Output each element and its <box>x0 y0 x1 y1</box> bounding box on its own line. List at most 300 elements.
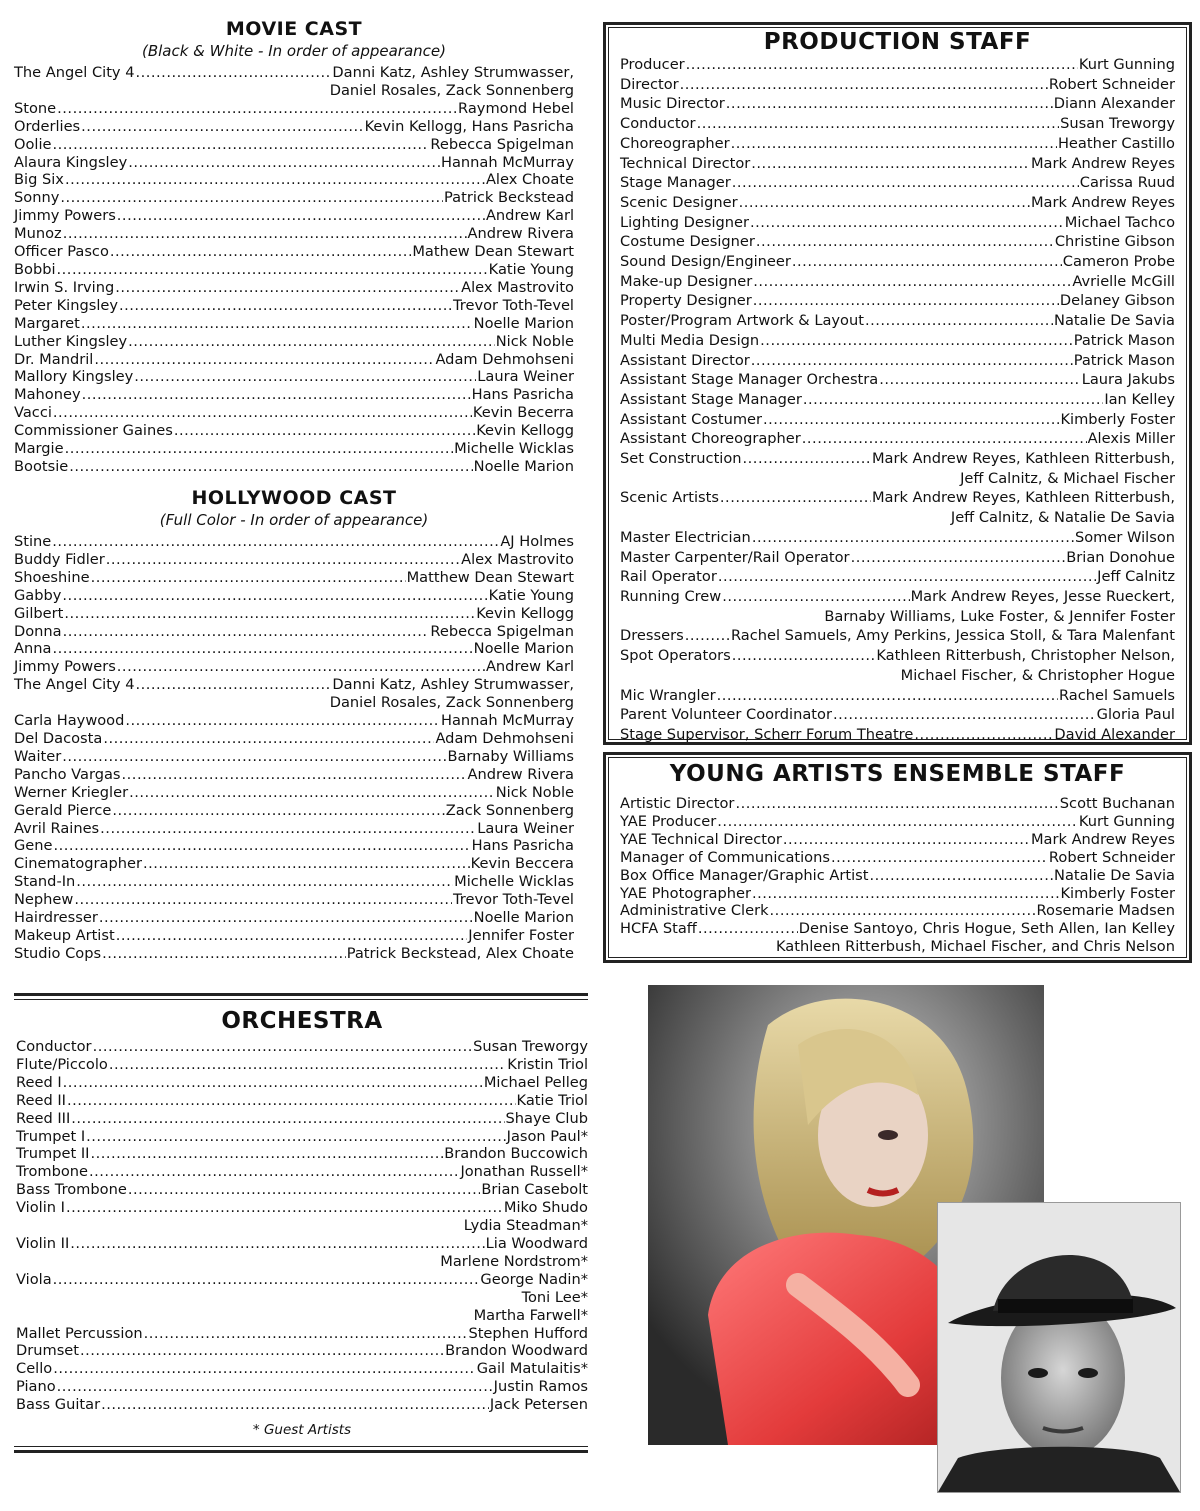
person-name-continued: Kathleen Ritterbush, Michael Fischer, and Chris Nelson <box>775 938 1175 956</box>
list-item <box>14 458 574 476</box>
list-item <box>14 440 574 458</box>
list-item <box>620 410 1175 430</box>
leader-dots <box>82 386 471 404</box>
person-name: David Alexander <box>1054 725 1175 743</box>
list-item <box>620 867 1175 885</box>
person-name: Mark Andrew Reyes <box>1030 830 1175 848</box>
orchestra-bottom-rule <box>14 1450 588 1453</box>
person-name: Hannah McMurray <box>440 153 574 171</box>
leader-dots <box>731 134 1057 154</box>
person-name-continued: Toni Lee* <box>521 1288 588 1306</box>
list-item <box>16 1110 588 1128</box>
list-item <box>620 55 1175 75</box>
leader-dots <box>752 528 1074 548</box>
role-label: Anna <box>14 640 52 658</box>
role-label: Manager of Communications <box>620 848 830 866</box>
list-item <box>620 370 1175 390</box>
list-item <box>14 154 574 172</box>
list-item <box>620 173 1175 193</box>
person-name: Adam Dehmohseni <box>435 729 574 747</box>
person-name: Lia Woodward <box>485 1234 588 1252</box>
role-label: Assistant Choreographer <box>620 430 801 448</box>
role-label: Conductor <box>16 1038 92 1055</box>
leader-dots <box>751 351 1073 371</box>
person-name: Jennifer Foster <box>468 926 574 944</box>
list-item <box>620 626 1175 646</box>
person-name: Matthew Dean Stewart <box>406 568 574 586</box>
leader-dots <box>753 291 1059 311</box>
person-name: Katie Triol <box>516 1091 588 1109</box>
leader-dots <box>732 646 876 666</box>
person-name: Rebecca Spigelman <box>430 622 574 640</box>
list-item <box>16 1145 588 1163</box>
role-label: Stone <box>14 99 57 117</box>
person-name: Mark Andrew Reyes, Kathleen Ritterbush, <box>871 489 1175 507</box>
guest-artists-note: * Guest Artists <box>252 1422 352 1439</box>
list-item <box>16 1271 588 1289</box>
list-item <box>16 1378 588 1396</box>
person-name: Kathleen Ritterbush, Christopher Nelson, <box>876 647 1175 665</box>
role-label: Stine <box>14 533 52 550</box>
leader-dots <box>685 626 730 646</box>
leader-dots <box>760 331 1073 351</box>
role-label: Sonny <box>14 189 60 207</box>
list-item <box>620 75 1175 95</box>
role-label: Luther Kingsley <box>14 332 128 350</box>
role-label: Reed II <box>16 1091 66 1109</box>
list-item <box>14 64 574 82</box>
leader-dots <box>865 311 1053 331</box>
role-label: Mallet Percussion <box>16 1324 143 1342</box>
leader-dots <box>57 100 457 118</box>
leader-dots <box>698 920 798 938</box>
person-name: Andrew Karl <box>485 207 574 225</box>
person-name: Kevin Becerra <box>472 404 574 422</box>
role-label: Reed III <box>16 1109 71 1127</box>
role-label: Piano <box>16 1378 56 1396</box>
role-label: Werner Kriegler <box>14 783 129 801</box>
role-label: Jimmy Powers <box>14 207 116 225</box>
role-label: Costume Designer <box>620 233 755 251</box>
role-label: Property Designer <box>620 292 752 310</box>
list-item <box>620 705 1175 725</box>
role-label: Big Six <box>14 171 64 189</box>
role-label: Drumset <box>16 1342 80 1360</box>
person-name: Hannah McMurray <box>440 712 574 730</box>
leader-dots <box>112 802 444 820</box>
list-item <box>620 291 1175 311</box>
list-item <box>16 1342 588 1360</box>
list-item <box>620 134 1175 154</box>
role-label: Carla Haywood <box>14 712 125 730</box>
role-label: Bobbi <box>14 260 56 278</box>
person-name: Justin Ramos <box>493 1378 588 1396</box>
leader-dots <box>74 891 452 909</box>
role-label: Trombone <box>16 1163 89 1181</box>
list-item <box>16 1128 588 1146</box>
person-name: AJ Holmes <box>500 533 574 550</box>
leader-dots <box>750 213 1064 233</box>
role-label: Rail Operator <box>620 568 717 586</box>
list-item <box>620 831 1175 849</box>
list-item <box>620 813 1175 831</box>
leader-dots <box>94 351 434 369</box>
role-label: Trumpet II <box>16 1145 90 1163</box>
role-label: Dr. Mandril <box>14 350 94 368</box>
person-name-continued: Barnaby Williams, Luke Foster, & Jennifer Foster <box>824 607 1175 625</box>
person-name: Rosemarie Madsen <box>1036 902 1175 920</box>
list-item <box>620 213 1175 233</box>
leader-dots <box>697 114 1060 134</box>
person-name: Scott Buchanan <box>1059 795 1175 812</box>
leader-dots <box>129 784 495 802</box>
yae-staff-title: YOUNG ARTISTS ENSEMBLE STAFF <box>669 761 1126 787</box>
person-name: Patrick Beckstead <box>444 189 574 207</box>
role-label: Shoeshine <box>14 568 90 586</box>
list-item <box>14 891 574 909</box>
list-item <box>14 207 574 225</box>
role-label: Director <box>620 75 679 93</box>
leader-dots <box>57 1378 493 1396</box>
role-label: Mic Wrangler <box>620 686 716 704</box>
role-label: Cello <box>16 1360 53 1378</box>
person-name: Patrick Mason <box>1073 331 1175 349</box>
person-name: Denise Santoyo, Chris Hogue, Seth Allen, Ian Kelley <box>798 920 1175 938</box>
role-label: Margaret <box>14 314 80 332</box>
leader-dots <box>62 587 487 605</box>
leader-dots <box>134 368 476 386</box>
leader-dots <box>117 207 485 225</box>
person-name: Jonathan Russell* <box>460 1163 588 1181</box>
person-name: Mathew Dean Stewart <box>412 243 574 261</box>
list-item <box>620 849 1175 867</box>
movie-cast-list <box>14 64 574 476</box>
person-name: Susan Treworgy <box>473 1038 588 1055</box>
leader-dots <box>680 75 1048 95</box>
list-item <box>14 855 574 873</box>
yae-staff-box <box>603 752 1192 963</box>
list-item <box>620 351 1175 371</box>
leader-dots <box>802 429 1087 449</box>
leader-dots <box>125 712 440 730</box>
role-label: Del Dacosta <box>14 729 103 747</box>
role-label: Dressers <box>620 627 684 645</box>
leader-dots <box>128 154 440 172</box>
leader-dots <box>62 748 446 766</box>
leader-dots <box>66 1199 503 1217</box>
list-item <box>14 118 574 136</box>
production-staff-box <box>603 22 1192 745</box>
person-name: Brian Donohue <box>1066 548 1175 566</box>
person-name: Kurt Gunning <box>1078 56 1175 73</box>
list-item <box>14 820 574 838</box>
leader-dots <box>86 1128 505 1146</box>
hollywood-cast-section <box>14 487 574 963</box>
person-name: Robert Schneider <box>1048 848 1175 866</box>
leader-dots <box>81 118 363 136</box>
list-item <box>620 232 1175 252</box>
person-name: Mark Andrew Reyes, Jesse Rueckert, <box>910 587 1175 605</box>
leader-dots <box>803 390 1103 410</box>
list-item <box>14 100 574 118</box>
list-item <box>620 94 1175 114</box>
role-label: Running Crew <box>620 587 722 605</box>
list-item <box>14 189 574 207</box>
person-name: Adam Dehmohseni <box>435 350 574 368</box>
list-item <box>14 333 574 351</box>
list-item <box>620 311 1175 331</box>
leader-dots <box>100 820 476 838</box>
list-item <box>16 1181 588 1199</box>
person-name: Noelle Marion <box>473 457 574 475</box>
role-label: Assistant Director <box>620 351 750 369</box>
person-name: Natalie De Savia <box>1054 866 1175 884</box>
list-item <box>14 802 574 820</box>
person-name: Mark Andrew Reyes <box>1030 154 1175 172</box>
leader-dots <box>109 1056 506 1074</box>
list-item <box>14 640 574 658</box>
person-name: Brian Casebolt <box>481 1181 588 1199</box>
person-name: Hans Pasricha <box>471 837 574 855</box>
list-item <box>14 551 574 569</box>
list-item <box>14 766 574 784</box>
role-label: Sound Design/Engineer <box>620 253 791 271</box>
person-name: Mark Andrew Reyes, Kathleen Ritterbush, <box>871 450 1175 468</box>
person-name: Kevin Kellogg, Hans Pasricha <box>364 117 574 135</box>
list-item <box>14 279 574 297</box>
list-item <box>14 712 574 730</box>
person-name: Hans Pasricha <box>471 386 574 404</box>
person-name: Shaye Club <box>505 1109 588 1127</box>
list-item <box>14 784 574 802</box>
list-item <box>16 1092 588 1110</box>
person-name: Brandon Buccowich <box>444 1145 588 1163</box>
person-name: Trevor Toth-Tevel <box>453 891 574 909</box>
leader-dots <box>735 795 1058 813</box>
role-label: Jimmy Powers <box>14 658 116 676</box>
role-label: Master Carpenter/Rail Operator <box>620 548 850 566</box>
role-label: Violin II <box>16 1234 70 1252</box>
person-name: Miko Shudo <box>503 1199 588 1217</box>
list-item <box>14 386 574 404</box>
role-label: Donna <box>14 622 62 640</box>
man-in-hat-photo-icon <box>938 1203 1180 1492</box>
role-label: Reed I <box>16 1073 62 1091</box>
list-item <box>620 567 1175 587</box>
leader-dots <box>53 1360 476 1378</box>
role-label: Administrative Clerk <box>620 902 769 920</box>
leader-dots <box>64 605 475 623</box>
leader-dots <box>119 297 452 315</box>
list-item <box>14 873 574 891</box>
role-label: Viola <box>16 1270 52 1288</box>
leader-dots <box>57 261 488 279</box>
person-name: Noelle Marion <box>473 640 574 658</box>
leader-dots <box>54 837 471 855</box>
list-item <box>620 920 1175 938</box>
person-name: Nick Noble <box>495 332 574 350</box>
role-label: YAE Technical Director <box>620 830 782 848</box>
leader-dots <box>792 252 1062 272</box>
list-item <box>14 171 574 189</box>
role-label: Vacci <box>14 404 52 422</box>
leader-dots <box>53 1271 480 1289</box>
person-name: Rachel Samuels, Amy Perkins, Jessica Stoll, & Tara Malenfant <box>730 627 1175 645</box>
leader-dots <box>833 705 1096 725</box>
list-item <box>14 837 574 855</box>
leader-dots <box>63 623 430 641</box>
leader-dots <box>67 1092 516 1110</box>
role-label: Stage Manager <box>620 174 731 192</box>
leader-dots <box>726 94 1053 114</box>
role-label: Conductor <box>620 115 696 133</box>
leader-dots <box>720 488 871 508</box>
person-name: Katie Young <box>488 260 574 278</box>
role-label: Assistant Costumer <box>620 410 763 428</box>
list-item <box>620 154 1175 174</box>
role-label: Violin I <box>16 1199 65 1217</box>
person-name: Nick Noble <box>495 783 574 801</box>
person-name: Kevin Kellogg <box>476 422 574 440</box>
role-label: Margie <box>14 440 64 458</box>
orchestra-top-rule-thin <box>14 999 588 1000</box>
leader-dots <box>63 225 467 243</box>
leader-dots <box>63 1074 483 1092</box>
production-staff-title: PRODUCTION STAFF <box>763 29 1032 55</box>
leader-dots <box>851 548 1066 568</box>
role-label: Technical Director <box>620 154 751 172</box>
person-name: Kimberly Foster <box>1060 884 1175 902</box>
leader-dots <box>53 136 430 154</box>
leader-dots <box>128 1181 481 1199</box>
leader-dots <box>93 1038 473 1056</box>
person-name-continued: Daniel Rosales, Zack Sonnenberg <box>329 81 574 99</box>
role-label: HCFA Staff <box>620 920 697 938</box>
list-item <box>14 422 574 440</box>
person-name: Barnaby Williams <box>447 747 574 765</box>
role-label: Cinematographer <box>14 855 142 873</box>
person-name: Andrew Rivera <box>467 225 574 243</box>
leader-dots <box>783 831 1030 849</box>
person-name: Somer Wilson <box>1074 528 1175 546</box>
leader-dots <box>101 1396 489 1414</box>
role-label: Box Office Manager/Graphic Artist <box>620 866 869 884</box>
leader-dots <box>879 370 1080 390</box>
leader-dots <box>732 173 1079 193</box>
list-item <box>14 243 574 261</box>
role-label: Master Electrician <box>620 528 751 546</box>
person-name: Ian Kelley <box>1104 390 1175 408</box>
person-name: Trevor Toth-Tevel <box>453 296 574 314</box>
person-name: Patrick Mason <box>1073 351 1175 369</box>
list-item <box>14 404 574 422</box>
list-item <box>14 927 574 945</box>
role-label: Music Director <box>620 95 725 113</box>
leader-dots <box>91 569 406 587</box>
person-name: Alex Choate <box>485 171 574 189</box>
person-name: Raymond Hebel <box>458 99 574 117</box>
person-name: Mark Andrew Reyes <box>1030 193 1175 211</box>
role-label: Lighting Designer <box>620 213 749 231</box>
list-item <box>14 351 574 369</box>
person-name: Carissa Ruud <box>1079 174 1175 192</box>
role-label: Bass Guitar <box>16 1396 101 1414</box>
list-item <box>620 795 1175 813</box>
list-item <box>620 587 1175 607</box>
leader-dots <box>116 927 468 945</box>
list-item <box>14 587 574 605</box>
list-item <box>16 1074 588 1092</box>
list-item <box>620 885 1175 903</box>
leader-dots <box>831 849 1048 867</box>
person-name-continued: Lydia Steadman* <box>463 1217 588 1235</box>
movie-cast-title: MOVIE CAST <box>225 18 363 40</box>
role-label: Choreographer <box>620 134 730 152</box>
role-label: Scenic Designer <box>620 193 738 211</box>
person-name: Jason Paul* <box>506 1127 588 1145</box>
role-label: Buddy Fidler <box>14 550 105 568</box>
person-name: Jack Petersen <box>489 1396 588 1414</box>
role-label: Oolie <box>14 135 52 153</box>
list-item <box>16 1396 588 1414</box>
list-item <box>16 1056 588 1074</box>
list-item <box>14 315 574 333</box>
person-name: Kevin Beccera <box>470 855 574 873</box>
list-item <box>620 646 1175 666</box>
list-item <box>14 945 574 963</box>
list-item <box>620 252 1175 272</box>
movie-cast-subtitle: (Black & White - In order of appearance) <box>141 42 447 60</box>
person-name: Gloria Paul <box>1096 706 1175 724</box>
leader-dots <box>76 873 453 891</box>
role-label: Makeup Artist <box>14 926 115 944</box>
leader-dots <box>717 686 1058 706</box>
person-name: Kevin Kellogg <box>476 604 574 622</box>
leader-dots <box>763 410 1059 430</box>
orchestra-section <box>16 1008 588 1438</box>
person-name-continued: Daniel Rosales, Zack Sonnenberg <box>329 694 574 712</box>
role-label: Pancho Vargas <box>14 765 121 783</box>
leader-dots <box>53 404 472 422</box>
list-item <box>620 449 1175 469</box>
leader-dots <box>110 243 411 261</box>
leader-dots <box>69 458 472 476</box>
role-label: Officer Pasco <box>14 243 109 261</box>
person-name-continued: Jeff Calnitz, & Michael Fischer <box>960 469 1175 487</box>
list-item <box>620 390 1175 410</box>
person-name: Cameron Probe <box>1062 253 1175 271</box>
person-name: Kimberly Foster <box>1060 410 1175 428</box>
list-item <box>14 605 574 623</box>
person-name: Michelle Wicklas <box>454 873 574 891</box>
leader-dots <box>743 449 871 469</box>
person-name: Heather Castillo <box>1057 134 1175 152</box>
leader-dots <box>99 909 473 927</box>
leader-dots <box>739 193 1030 213</box>
leader-dots <box>60 189 443 207</box>
role-label: Artistic Director <box>620 795 735 812</box>
role-label: Munoz <box>14 225 62 243</box>
role-label: Mallory Kingsley <box>14 368 134 386</box>
role-label: Gabby <box>14 586 62 604</box>
person-name: Alexis Miller <box>1087 430 1175 448</box>
role-label: Orderlies <box>14 117 81 135</box>
role-label: YAE Photographer <box>620 884 751 902</box>
role-label: Mahoney <box>14 386 81 404</box>
role-label: Stand-In <box>14 873 76 891</box>
list-item <box>620 429 1175 449</box>
list-item <box>620 686 1175 706</box>
